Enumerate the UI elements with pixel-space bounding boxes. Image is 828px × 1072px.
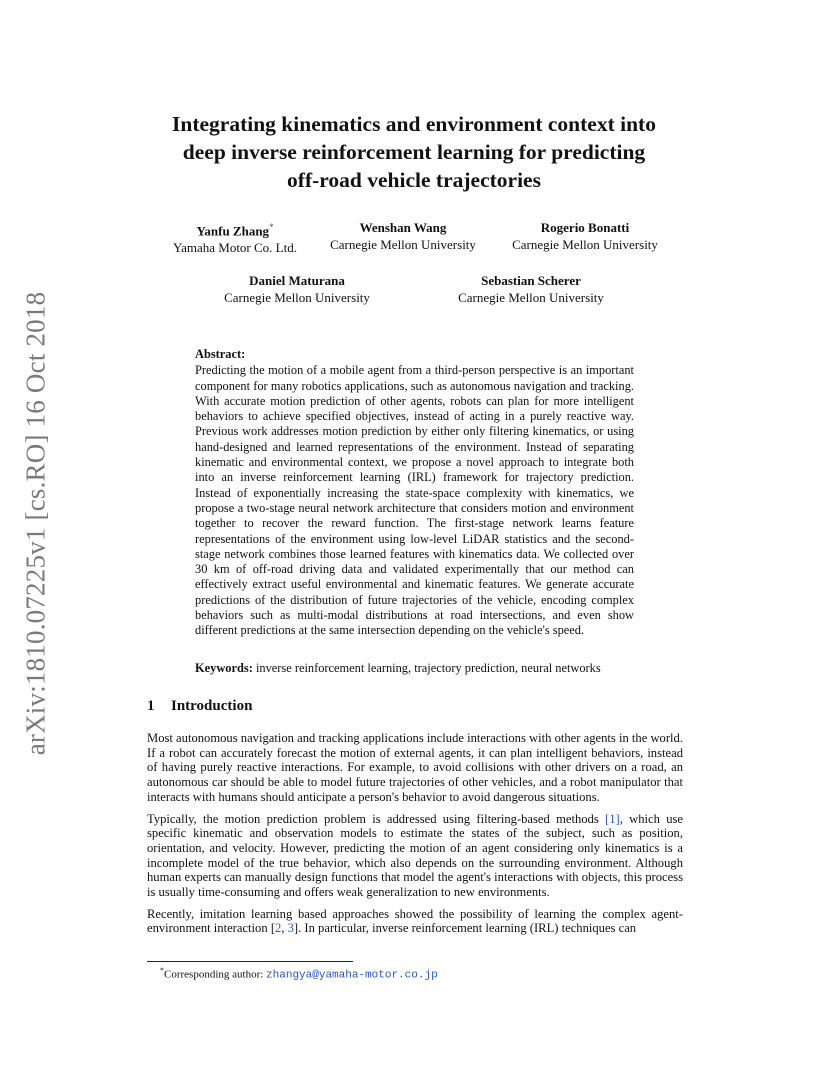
author-affiliation: Carnegie Mellon University bbox=[512, 237, 658, 252]
keywords-text: inverse reinforcement learning, trajectory prediction, neural networks bbox=[255, 661, 601, 675]
paragraph-1: Most autonomous navigation and tracking applications include interactions with other agents in the world. If a robot can accurately forecast the motion of external agents, it can plan intelligent behaviors, instead of having purely reactive interactions. For example, to avoid collisions with other drivers on a road, an autonomous car should be able to model future trajectories of other vehicles, and a robot manipulator that interacts with humans should anticipate a person's behavior to avoid dangerous situations. bbox=[147, 731, 683, 804]
keywords-label: Keywords: bbox=[195, 661, 253, 675]
author-block-maturana bbox=[212, 272, 382, 306]
author-affiliation: Carnegie Mellon University bbox=[224, 290, 370, 305]
author-block-zhang bbox=[160, 219, 310, 256]
title-line-2: deep inverse reinforcement learning for predicting bbox=[182, 140, 646, 164]
introduction-body bbox=[147, 731, 683, 943]
author-name: Sebastian Scherer bbox=[481, 273, 581, 288]
footnote-label: Corresponding author: bbox=[164, 968, 267, 981]
author-block-wang bbox=[318, 219, 488, 253]
section-number: 1 bbox=[147, 698, 155, 714]
abstract-text: Predicting the motion of a mobile agent from a third-person perspective is an important component for many robotics applications, such as autonomous navigation and tracking. With accurate motion prediction of other agents, robots can plan for more intelligent behaviors to achieve specified objectives, instead of acting in a purely reactive way. Previous work addresses motion prediction by either only filtering kinematics, or using hand-designed and learned representations of the environment. Instead of separating kinematic and environmental context, we propose a novel approach to integrate both into an inverse reinforcement learning (IRL) framework for trajectory prediction. Instead of exponentially increasing the state-space complexity with kinematics, we propose a two-stage neural network architecture that considers motion and environment together to recover the reward function. The first-stage network learns feature representations of the environment using low-level LiDAR statistics and the second-stage network combines those learned features with kinematics data. We collected over 30 km of off-road driving data and validated experimentally that our method can effectively extract useful environmental and kinematic features. We generate accurate predictions of the distribution of future trajectories of the vehicle, encoding complex behaviors such as multi-modal distributions at road intersections, and even show different predictions at the same intersection depending on the vehicle's speed. bbox=[195, 363, 634, 638]
citation-link[interactable]: 2 bbox=[275, 921, 282, 936]
abstract bbox=[195, 347, 634, 639]
footnote-mark: * bbox=[160, 966, 164, 975]
author-affiliation: Yamaha Motor Co. Ltd. bbox=[173, 240, 297, 256]
paragraph-2: Typically, the motion prediction problem is addressed using filtering-based methods [1], which use specific kinematic and observation models to estimate the states of the subject, such as position, orientation, and velocity. However, predicting the motion of an agent considering only kinematics is a incomplete model of the true behavior, which also depends on the surrounding environment. Although human experts can manually design functions that model the agent's interactions with objects, this process is usually time-consuming and offers weak generalization to new environments. bbox=[147, 811, 684, 900]
keywords bbox=[195, 661, 655, 676]
abstract-heading: Abstract: bbox=[195, 347, 246, 361]
footnote-divider bbox=[147, 961, 353, 962]
arxiv-identifier bbox=[14, 288, 58, 758]
email-link[interactable]: zhangya@yamaha-motor.co.jp bbox=[266, 969, 438, 982]
author-name: Wenshan Wang bbox=[359, 220, 447, 235]
author-affiliation: Carnegie Mellon University bbox=[458, 290, 604, 305]
author-affiliation: Carnegie Mellon University bbox=[330, 237, 476, 252]
citation-link[interactable]: 3 bbox=[287, 921, 294, 936]
citation-link[interactable]: [1] bbox=[605, 811, 620, 826]
title-line-3: off-road vehicle trajectories bbox=[287, 168, 541, 192]
footnote bbox=[160, 964, 438, 983]
arxiv-id-text: arXiv:1810.07225v1 [cs.RO] 16 Oct 2018 bbox=[20, 291, 51, 755]
paragraph-3: Recently, imitation learning based approaches showed the possibility of learning the complex agent-environment interaction [2, 3]. In particular, inverse reinforcement learning (IRL) techniques can bbox=[147, 906, 683, 936]
author-name: Yanfu Zhang* bbox=[196, 222, 274, 239]
author-block-bonatti bbox=[500, 219, 670, 253]
paper-title bbox=[110, 110, 718, 194]
title-line-1: Integrating kinematics and environment context into bbox=[172, 112, 656, 136]
author-name: Rogerio Bonatti bbox=[540, 220, 630, 235]
section-heading-introduction bbox=[147, 698, 252, 715]
author-name: Daniel Maturana bbox=[249, 273, 345, 288]
author-block-scherer bbox=[446, 272, 616, 306]
footnote-mark[interactable]: * bbox=[269, 222, 274, 232]
section-title: Introduction bbox=[171, 698, 253, 714]
